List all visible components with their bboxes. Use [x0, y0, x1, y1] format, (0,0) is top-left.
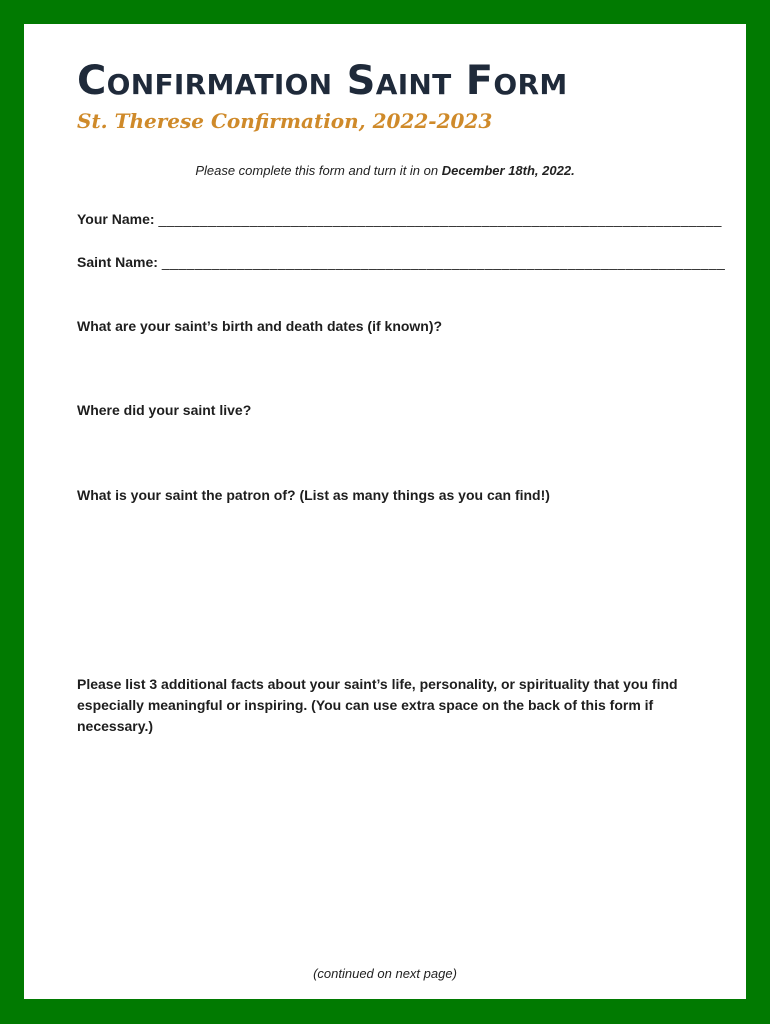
- form-title: Confirmation Saint Form: [77, 58, 568, 104]
- saint-name-label: Saint Name:: [77, 254, 158, 270]
- form-subtitle: St. Therese Confirmation, 2022-2023: [77, 109, 493, 133]
- footer-note: (continued on next page): [313, 966, 457, 981]
- question-dates: What are your saint’s birth and death dates (if known)?: [77, 318, 443, 334]
- question-facts: Please list 3 additional facts about your saint’s life, personality, or spirituality that you find especially meaningful or inspiring. (You can use extra space on the back of this form if necessary.): [77, 676, 678, 734]
- your-name-blank[interactable]: ____________________________________________________________________: [158, 211, 722, 227]
- saint-name-blank[interactable]: ____________________________________________________________________: [161, 254, 726, 270]
- your-name-field[interactable]: [77, 211, 722, 227]
- form-page: [24, 24, 746, 999]
- question-location: Where did your saint live?: [77, 402, 252, 418]
- due-date: December 18th, 2022.: [441, 163, 575, 178]
- saint-name-field[interactable]: [77, 254, 725, 270]
- your-name-label: Your Name:: [77, 211, 155, 227]
- instructions-text: Please complete this form and turn it in on: [195, 163, 442, 178]
- question-patron: What is your saint the patron of? (List as many things as you can find!): [77, 487, 550, 503]
- instructions: [24, 163, 746, 178]
